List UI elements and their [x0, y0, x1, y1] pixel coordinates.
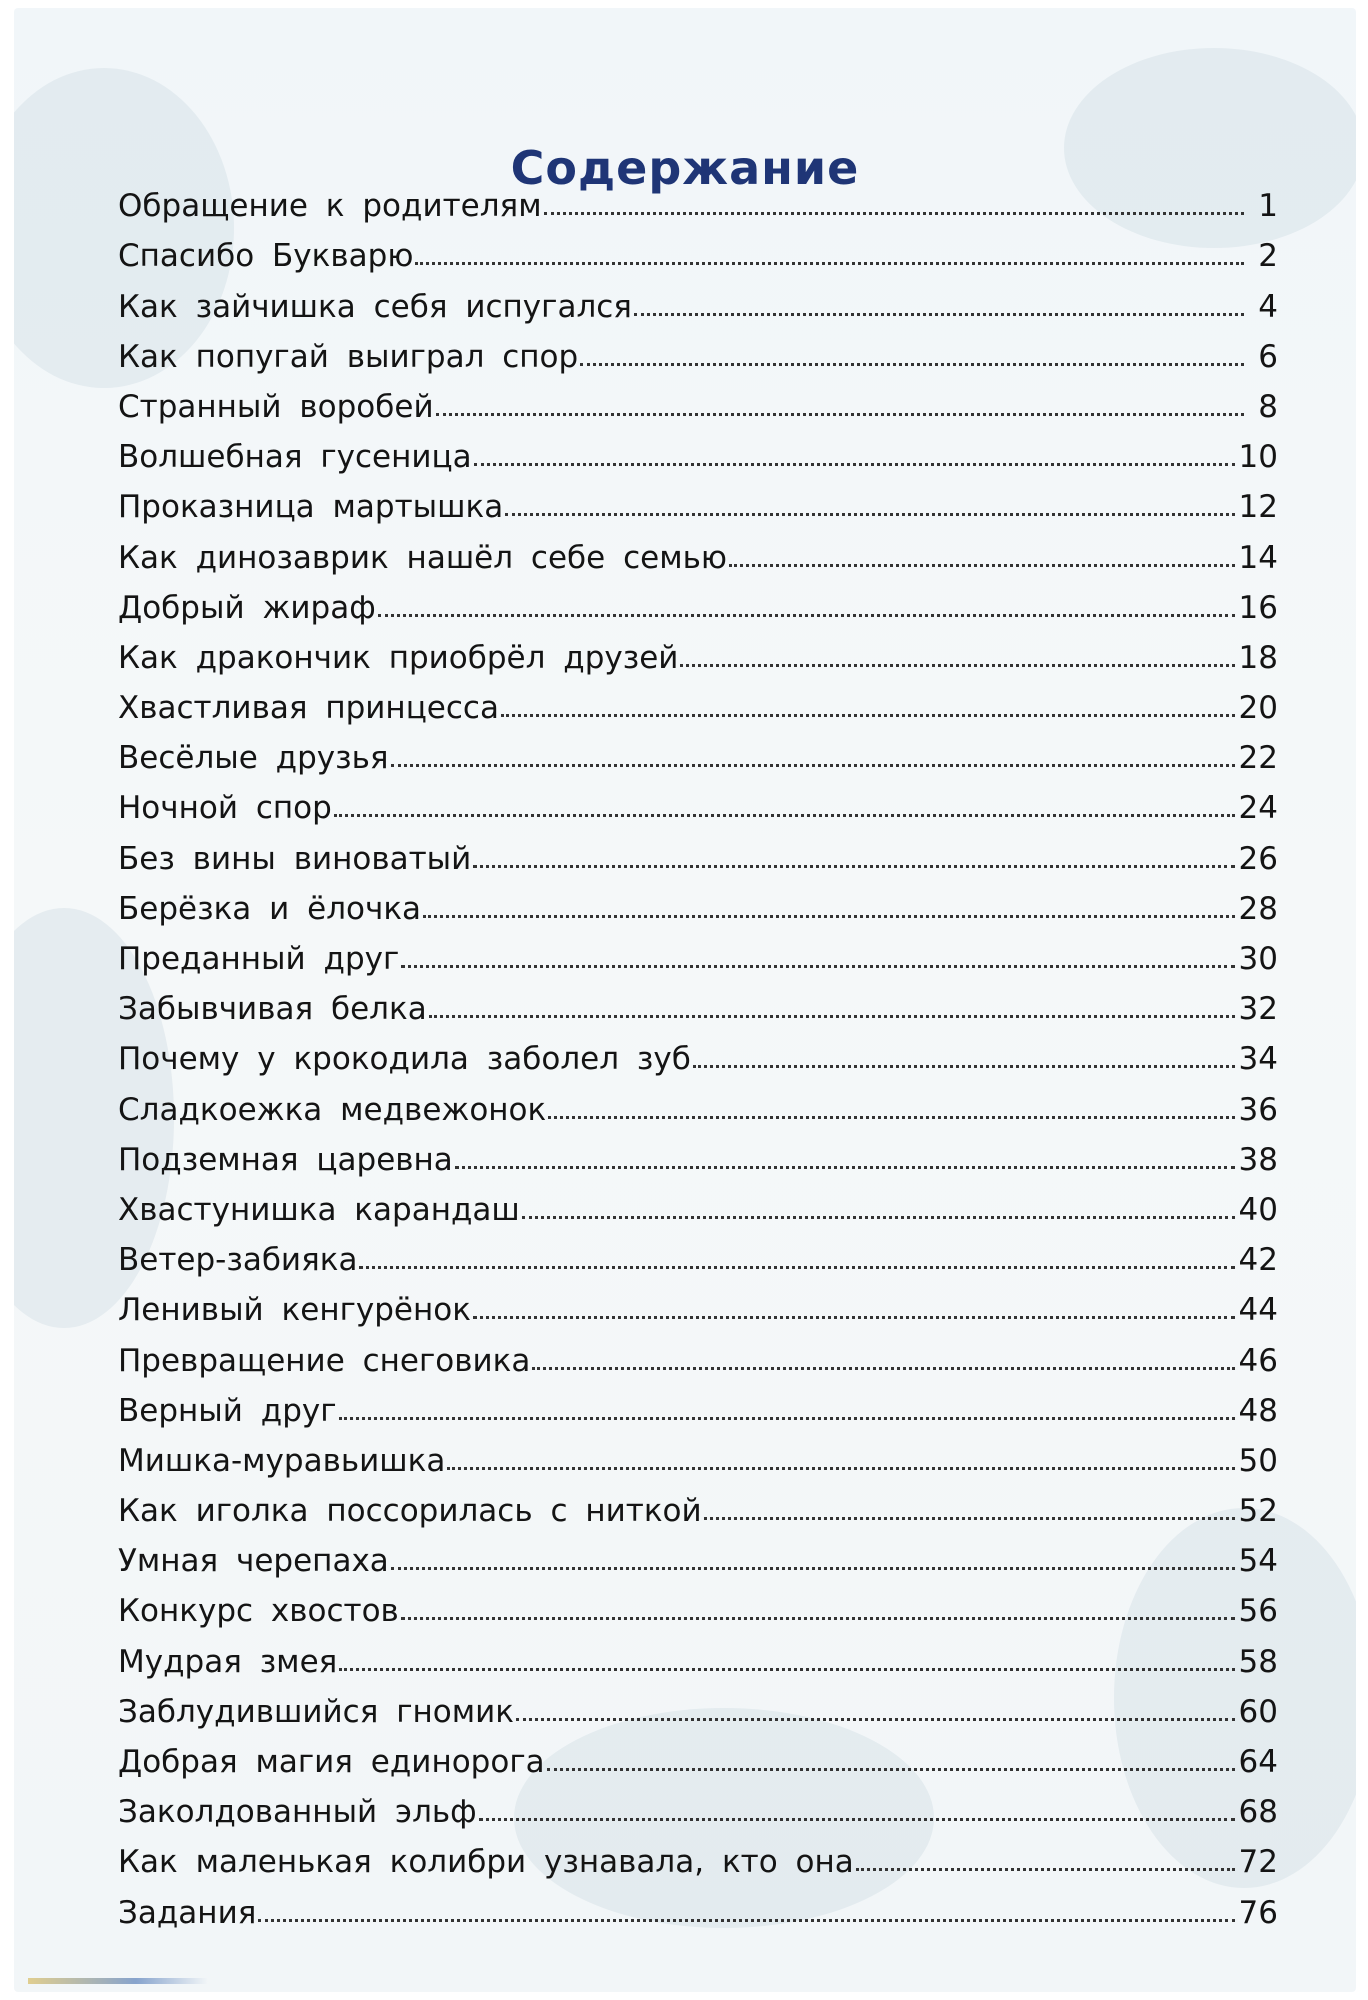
toc-entry[interactable]: [118, 776, 1278, 826]
toc-entry-title: Верный друг: [118, 1392, 337, 1429]
toc-entry-title: Почему у крокодила заболел зуб: [118, 1041, 691, 1078]
toc-entry-title: Хвастливая принцесса: [118, 690, 499, 727]
toc-entry-title: Превращение снеговика: [118, 1342, 531, 1379]
toc-entry-page-number: 1: [1258, 188, 1278, 225]
toc-entry[interactable]: [118, 1228, 1278, 1278]
toc-entry-page-number: 24: [1238, 790, 1278, 827]
toc-entry[interactable]: [118, 676, 1278, 726]
toc-entry[interactable]: [118, 1429, 1278, 1479]
toc-entry-page-number: 22: [1238, 740, 1278, 777]
toc-entry-title: Мудрая змея: [118, 1643, 338, 1680]
toc-entry-page-number: 32: [1238, 991, 1278, 1028]
dot-leader: [505, 513, 1234, 516]
toc-entry[interactable]: [118, 1479, 1278, 1529]
toc-entry[interactable]: [118, 1128, 1278, 1178]
toc-entry-page-number: 46: [1238, 1342, 1278, 1379]
toc-entry-page-number: 64: [1238, 1744, 1278, 1780]
dot-leader: [423, 915, 1235, 918]
toc-entry-page-number: 58: [1238, 1643, 1278, 1680]
toc-entry-page-number: 30: [1238, 941, 1278, 977]
toc-entry-title: Обращение к родителям: [118, 188, 542, 225]
toc-entry-page-number: 48: [1238, 1392, 1278, 1429]
toc-entry[interactable]: [118, 1880, 1278, 1930]
toc-entry-page-number: 12: [1238, 489, 1278, 526]
toc-entry-page-number: 14: [1238, 539, 1278, 576]
toc-entry-page-number: 28: [1238, 890, 1278, 927]
toc-entry[interactable]: [118, 1278, 1278, 1328]
toc-entry[interactable]: [118, 977, 1278, 1027]
toc-entry-page-number: 42: [1238, 1242, 1278, 1279]
toc-entry-title: Преданный друг: [118, 941, 400, 977]
toc-entry-title: Ночной спор: [118, 790, 332, 827]
toc-entry-title: Заблудившийся гномик: [118, 1693, 514, 1730]
toc-entry-title: Без вины виноватый: [118, 840, 472, 877]
dot-leader: [532, 1367, 1234, 1370]
dot-leader: [479, 1818, 1235, 1821]
dot-leader: [339, 1417, 1235, 1420]
toc-entry[interactable]: [118, 375, 1278, 425]
toc-entry-title: Как дракончик приобрёл друзей: [118, 639, 679, 676]
toc-entry[interactable]: [118, 1579, 1278, 1629]
toc-entry-title: Проказница мартышка: [118, 489, 504, 526]
toc-entry-page-number: 54: [1238, 1543, 1278, 1580]
dot-leader: [547, 1768, 1235, 1771]
toc-entry-title: Как иголка поссорилась с ниткой: [118, 1493, 702, 1530]
dot-leader: [548, 1116, 1234, 1119]
toc-entry-page-number: 18: [1238, 639, 1278, 676]
dot-leader: [258, 1919, 1234, 1922]
toc-entry[interactable]: [118, 576, 1278, 626]
toc-entry[interactable]: [118, 174, 1278, 224]
toc-entry-title: Добрый жираф: [118, 589, 376, 626]
toc-entry[interactable]: [118, 1379, 1278, 1429]
toc-entry[interactable]: [118, 726, 1278, 776]
dot-leader: [391, 764, 1235, 767]
toc-entry-page-number: 26: [1238, 840, 1278, 877]
toc-entry-page-number: 36: [1238, 1091, 1278, 1128]
toc-entry-page-number: 52: [1238, 1493, 1278, 1530]
dot-leader: [544, 212, 1244, 215]
toc-entry-title: Весёлые друзья: [118, 740, 389, 777]
toc-entry[interactable]: [118, 626, 1278, 676]
page-title: Содержание: [510, 140, 860, 195]
toc-entry-title: Забывчивая белка: [118, 991, 427, 1028]
toc-entry-title: Как зайчишка себя испугался: [118, 288, 632, 325]
dot-leader: [334, 814, 1235, 817]
toc-entry[interactable]: [118, 475, 1278, 525]
toc-entry[interactable]: [118, 1780, 1278, 1830]
toc-entry-page-number: 20: [1238, 690, 1278, 727]
toc-entry-title: Как динозаврик нашёл себе семью: [118, 539, 727, 576]
toc-entry-page-number: 60: [1238, 1693, 1278, 1730]
toc-entry[interactable]: [118, 1027, 1278, 1077]
toc-entry[interactable]: [118, 1328, 1278, 1378]
toc-entry-title: Заколдованный эльф: [118, 1794, 477, 1831]
dot-leader: [378, 614, 1235, 617]
toc-entry[interactable]: [118, 927, 1278, 977]
toc-entry-page-number: 10: [1238, 439, 1278, 476]
dot-leader: [634, 313, 1244, 316]
dot-leader: [704, 1517, 1235, 1520]
toc-entry-title: Ленивый кенгурёнок: [118, 1292, 471, 1329]
toc-entry[interactable]: [118, 525, 1278, 575]
dot-leader: [455, 1166, 1235, 1169]
dot-leader: [516, 1718, 1235, 1721]
toc-entry[interactable]: [118, 1830, 1278, 1880]
toc-entry[interactable]: [118, 1680, 1278, 1730]
toc-entry-title: Задания: [118, 1894, 257, 1931]
toc-entry[interactable]: [118, 1077, 1278, 1127]
toc-entry-page-number: 76: [1238, 1894, 1278, 1931]
toc-entry-title: Спасибо Букварю: [118, 238, 414, 275]
dot-leader: [501, 714, 1235, 717]
dot-leader: [429, 1015, 1235, 1018]
toc-entry-page-number: 34: [1238, 1041, 1278, 1078]
book-page: [14, 8, 1356, 1992]
toc-entry-title: Берёзка и ёлочка: [118, 890, 422, 927]
dot-leader: [401, 965, 1234, 968]
toc-entry[interactable]: [118, 1629, 1278, 1679]
toc-entry-page-number: 56: [1238, 1593, 1278, 1630]
dot-leader: [729, 564, 1235, 567]
toc-entry-title: Добрая магия единорога: [118, 1744, 545, 1780]
toc-entry-page-number: 40: [1238, 1191, 1278, 1228]
toc-entry-title: Как маленькая колибри узнавала, кто она: [118, 1844, 854, 1881]
toc-entry-title: Хвастунишка карандаш: [118, 1191, 520, 1228]
toc-entry-title: Волшебная гусеница: [118, 439, 472, 476]
toc-entry[interactable]: [118, 1730, 1278, 1780]
toc-entry-page-number: 50: [1238, 1442, 1278, 1479]
toc-entry-title: Сладкоежка медвежонок: [118, 1091, 547, 1128]
toc-entry-title: Ветер-забияка: [118, 1242, 358, 1279]
dot-leader: [359, 1266, 1234, 1269]
dot-leader: [693, 1065, 1235, 1068]
toc-entry-title: Конкурс хвостов: [118, 1593, 399, 1630]
toc-entry-page-number: 68: [1238, 1794, 1278, 1831]
dot-leader: [473, 865, 1234, 868]
toc-entry-page-number: 4: [1258, 288, 1278, 325]
toc-entry[interactable]: [118, 826, 1278, 876]
toc-entry[interactable]: [118, 425, 1278, 475]
toc-entry-title: Мишка-муравьишка: [118, 1442, 446, 1479]
dot-leader: [436, 413, 1244, 416]
toc-entry-title: Странный воробей: [118, 388, 434, 425]
dot-leader: [415, 262, 1244, 265]
dot-leader: [391, 1567, 1235, 1570]
page-edge-decoration: [28, 1978, 208, 1984]
toc-entry[interactable]: [118, 224, 1278, 274]
dot-leader: [474, 463, 1235, 466]
dot-leader: [580, 363, 1244, 366]
toc-entry-page-number: 2: [1258, 238, 1278, 275]
toc-entry[interactable]: [118, 325, 1278, 375]
toc-entry-title: Умная черепаха: [118, 1543, 389, 1580]
toc-entry-page-number: 44: [1238, 1292, 1278, 1329]
toc-entry-title: Как попугай выиграл спор: [118, 338, 579, 375]
toc-entry-page-number: 6: [1258, 338, 1278, 375]
toc-entry[interactable]: [118, 1529, 1278, 1579]
dot-leader: [339, 1668, 1234, 1671]
dot-leader: [473, 1316, 1235, 1319]
dot-leader: [447, 1467, 1234, 1470]
dot-leader: [856, 1868, 1235, 1871]
table-of-contents: [118, 174, 1278, 1931]
dot-leader: [522, 1216, 1235, 1219]
toc-entry-page-number: 38: [1238, 1141, 1278, 1178]
toc-entry[interactable]: [118, 1178, 1278, 1228]
dot-leader: [401, 1617, 1235, 1620]
toc-entry[interactable]: [118, 274, 1278, 324]
toc-entry-page-number: 72: [1238, 1844, 1278, 1881]
toc-entry-page-number: 8: [1258, 388, 1278, 425]
toc-entry-page-number: 16: [1238, 589, 1278, 626]
dot-leader: [680, 664, 1234, 667]
toc-entry-title: Подземная царевна: [118, 1141, 453, 1178]
toc-entry[interactable]: [118, 877, 1278, 927]
